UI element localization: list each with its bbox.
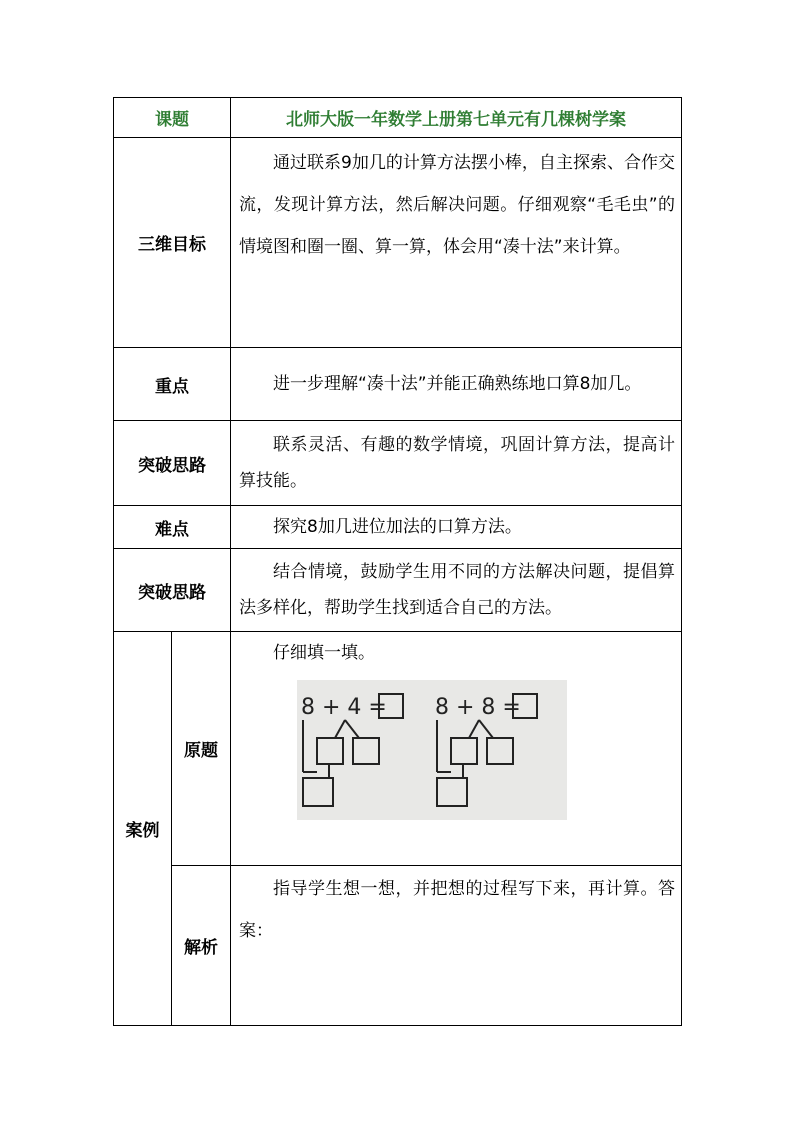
case-analysis-row — [114, 866, 682, 1026]
split-box-right-2 — [487, 738, 513, 764]
sum-box-left — [303, 778, 333, 806]
key-point-label: 重点 — [114, 348, 231, 421]
key-point-row — [114, 348, 682, 421]
difficulty-text: 探究8加几进位加法的口算方法。 — [273, 517, 522, 537]
goals-label: 三维目标 — [114, 138, 231, 348]
split-box-left-1 — [317, 738, 343, 764]
sum-box-right — [437, 778, 467, 806]
lesson-title: 北师大版一年数学上册第七单元有几棵树学案 — [231, 98, 682, 138]
breakthrough-2-text: 结合情境，鼓励学生用不同的方法解决问题，提倡算法多样化，帮助学生找到适合自己的方法。 — [239, 562, 675, 618]
lesson-plan-table — [113, 97, 682, 1026]
goals-text: 通过联系9加几的计算方法摆小棒，自主探索、合作交流，发现计算方法，然后解决问题。仔细观察“毛毛虫”的情境图和圈一圈、算一算，体会用“凑十法”来计算。 — [239, 153, 675, 257]
difficulty-row — [114, 506, 682, 549]
case-original-row — [114, 632, 682, 866]
original-label: 原题 — [172, 632, 231, 866]
key-point-text: 进一步理解“凑十法”并能正确熟练地口算8加几。 — [273, 374, 642, 394]
subject-label: 课题 — [114, 98, 231, 138]
difficulty-label: 难点 — [114, 506, 231, 549]
split-box-right-1 — [451, 738, 477, 764]
title-row — [114, 98, 682, 138]
breakthrough-2-label: 突破思路 — [114, 549, 231, 632]
exercise-right-text: 8 + 8 = — [435, 695, 521, 720]
breakthrough-1-label: 突破思路 — [114, 421, 231, 506]
original-instruction: 仔细填一填。 — [273, 643, 375, 663]
breakthrough-2-row — [114, 549, 682, 632]
exercise-figure — [297, 680, 567, 820]
goals-row — [114, 138, 682, 348]
analysis-text: 指导学生想一想，并把想的过程写下来，再计算。答案： — [239, 879, 675, 941]
breakthrough-1-text: 联系灵活、有趣的数学情境，巩固计算方法，提高计算技能。 — [239, 435, 675, 491]
breakthrough-1-row — [114, 421, 682, 506]
exercise-diagram — [297, 680, 567, 820]
split-box-left-2 — [353, 738, 379, 764]
case-label: 案例 — [114, 632, 172, 1026]
exercise-left-text: 8 + 4 = — [301, 695, 387, 720]
analysis-label: 解析 — [172, 866, 231, 1026]
